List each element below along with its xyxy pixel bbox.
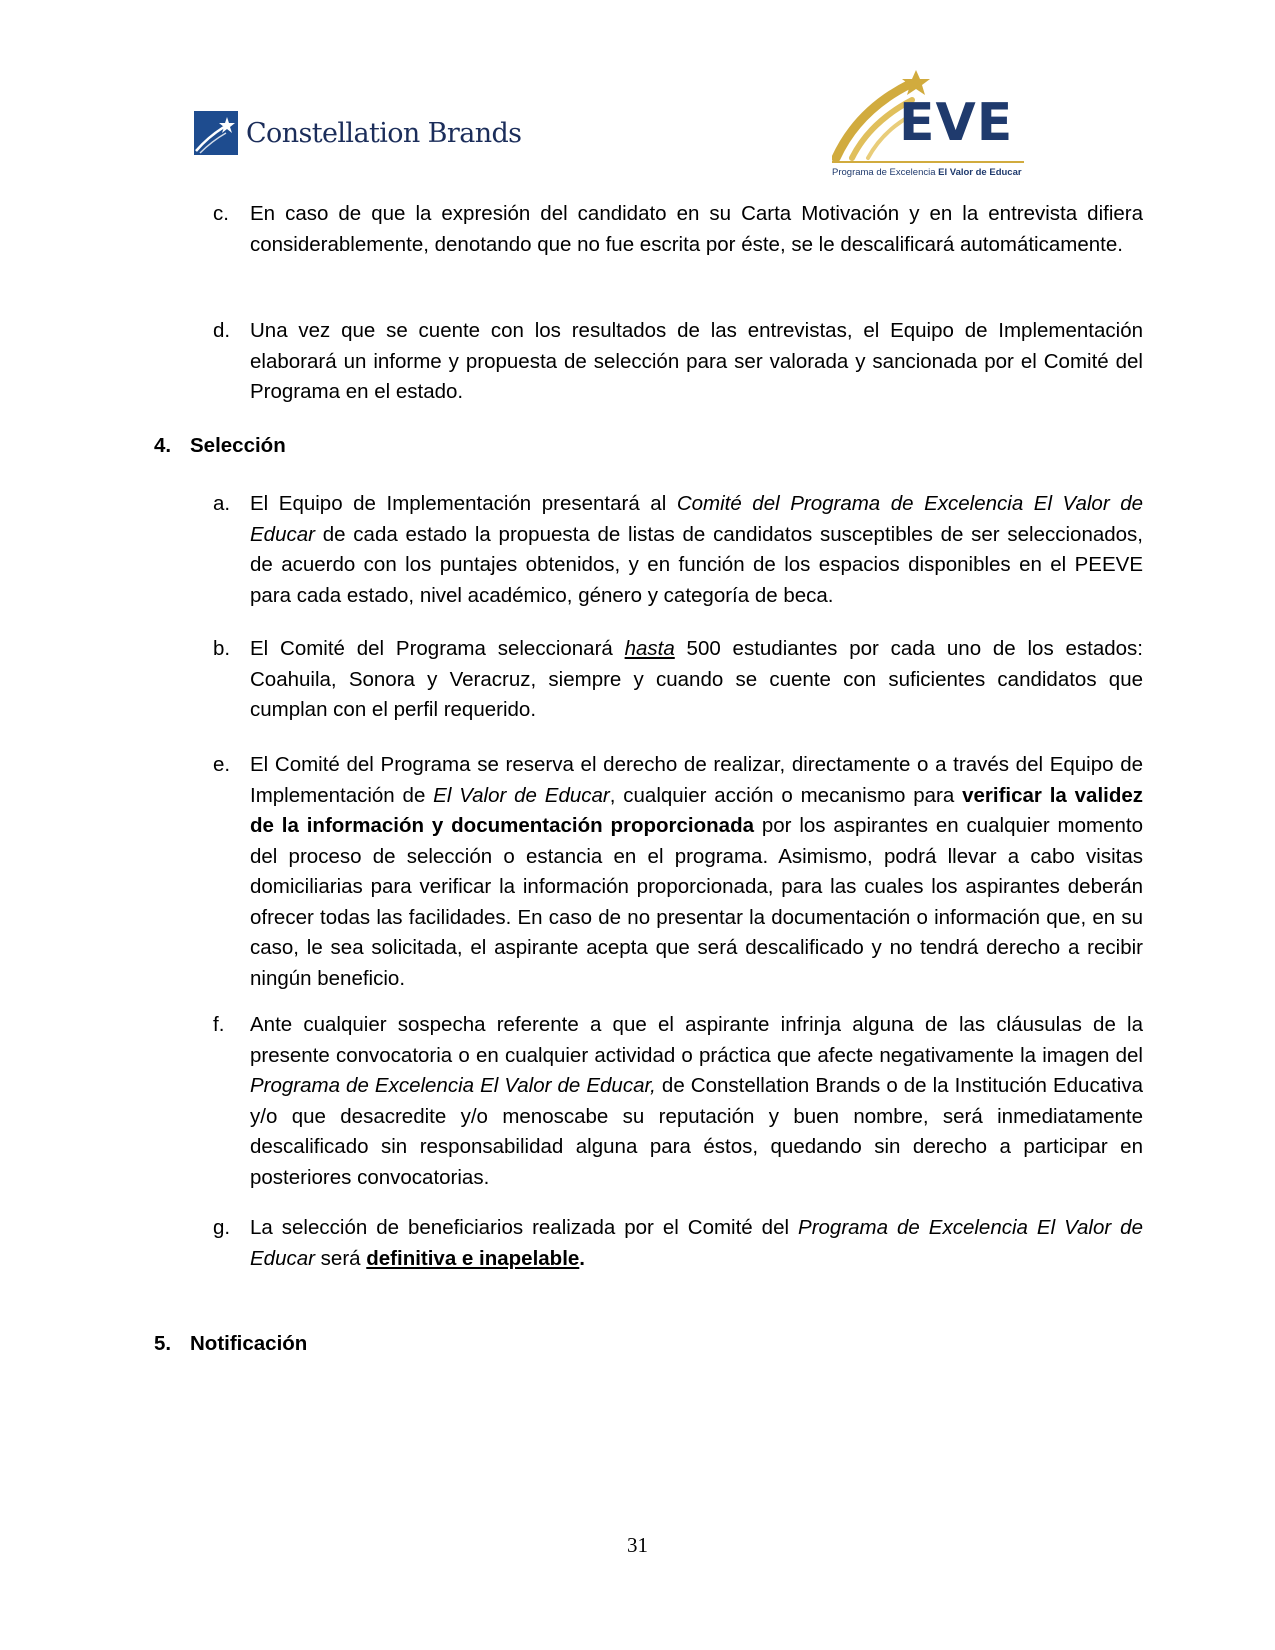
text-run: de Constellation Brands o de la Institución Educativa y/o que desacredite y/o menoscabe su reputación y buen nombre, será inmediatamente descalificado sin responsabilidad alguna para éstos, quedando sin derecho a participar en posteriores convocatorias. <box>250 1074 1144 1189</box>
text-run: de cada estado la propuesta de listas de candidatos susceptibles de ser seleccionados, de acuerdo con los puntajes obtenidos, y en función de los espacios disponibles en el PEEVE para cada estado, nivel académico, género y categoría de beca. <box>250 522 1143 607</box>
text-run: 500 estudiantes por cada uno de los estados: Coahuila, Sonora y Veracruz, siempre y cuando se cuente con suficientes candidatos que cumplan con el perfil requerido. <box>250 637 1143 721</box>
item-letter: c. <box>213 202 229 225</box>
section-title: Notificación <box>190 1332 308 1355</box>
text-run: por los aspirantes en cualquier momento del proceso de selección o estancia en el programa. Asimismo, podrá llevar a cabo visitas domiciliarias para verificar la información proporcionada, para las cuales los aspirantes deberán ofrecer todas las facilidades. En caso de no presentar la documentación o información que, en su caso, le sea solicitada, el aspirante acepta que será descalificado y no tendrá derecho a recibir ningún beneficio. <box>250 814 1143 990</box>
bold-underline-run: definitiva e inapelable <box>366 1246 580 1270</box>
section-title: Selección <box>190 434 286 457</box>
constellation-brands-logo <box>194 111 521 155</box>
text-run: . <box>579 1246 585 1270</box>
italic-run: Comité del Programa de Excelencia El Valor de Educar <box>250 492 1143 546</box>
list-item-e <box>213 750 1143 994</box>
section-number: 5. <box>154 1332 172 1355</box>
item-letter: d. <box>213 319 231 342</box>
italic-run: Programa de Excelencia El Valor de Educar <box>250 1216 1143 1270</box>
item-text <box>250 489 1143 611</box>
italic-run: Programa de Excelencia El Valor de Educar, <box>250 1074 656 1097</box>
text-run: Ante cualquier sospecha referente a que el aspirante infrinja alguna de las cláusulas de la presente convocatoria o en cualquier actividad o práctica que afecte negativamente la imagen del <box>250 1013 1143 1067</box>
brand-name: Constellation Brands <box>246 117 522 149</box>
eve-program-logo <box>832 70 1032 186</box>
item-letter: f. <box>213 1013 225 1036</box>
list-item-c <box>213 199 1143 260</box>
item-text: Una vez que se cuente con los resultados de las entrevistas, el Equipo de Implementación elaborará un informe y propuesta de selección para ser valorada y sancionada por el Comité del Programa en el estado. <box>250 319 1143 403</box>
program-tagline <box>832 167 1022 178</box>
text-run: El Equipo de Implementación presentará al <box>250 492 677 515</box>
tagline-bold: El Valor de Educar <box>938 167 1022 178</box>
item-text <box>250 1213 1143 1274</box>
text-run: La selección de beneficiarios realizada por el Comité del <box>250 1216 799 1239</box>
list-item-b <box>213 634 1143 726</box>
eve-wordmark: EVE <box>899 93 1014 153</box>
item-text <box>250 634 1143 726</box>
list-item-g <box>213 1213 1143 1274</box>
section-heading-notificacion <box>154 1329 307 1360</box>
item-letter: a. <box>213 492 231 515</box>
page-number: 31 <box>627 1533 648 1557</box>
list-item-a <box>213 489 1143 611</box>
italic-run: El Valor de Educar <box>433 783 610 807</box>
item-text <box>250 1010 1143 1193</box>
item-letter: e. <box>213 753 231 776</box>
text-run: será <box>314 1246 367 1270</box>
section-number: 4. <box>154 434 172 457</box>
section-heading-seleccion <box>154 431 286 462</box>
logo-divider <box>832 161 1024 163</box>
item-text <box>250 750 1143 994</box>
text-run: El Comité del Programa seleccionará <box>250 637 625 660</box>
text-run: , cualquier acción o mecanismo para <box>609 783 963 807</box>
item-letter: b. <box>213 637 231 660</box>
list-item-f <box>213 1010 1143 1193</box>
tagline-prefix: Programa de Excelencia <box>832 167 936 178</box>
bold-run: verificar la validez de la información y documentación proporcionada <box>250 783 1144 837</box>
item-letter: g. <box>213 1216 231 1239</box>
text-run: El Comité del Programa se reserva el derecho de realizar, directamente o a través del Equipo de Implementación de <box>250 753 1143 807</box>
item-text: En caso de que la expresión del candidato en su Carta Motivación y en la entrevista difiera considerablemente, denotando que no fue escrita por éste, se le descalificará automáticamente. <box>250 202 1143 256</box>
star-mark-icon <box>194 111 238 155</box>
list-item-d <box>213 316 1143 408</box>
italic-underline-run: hasta <box>624 637 675 660</box>
